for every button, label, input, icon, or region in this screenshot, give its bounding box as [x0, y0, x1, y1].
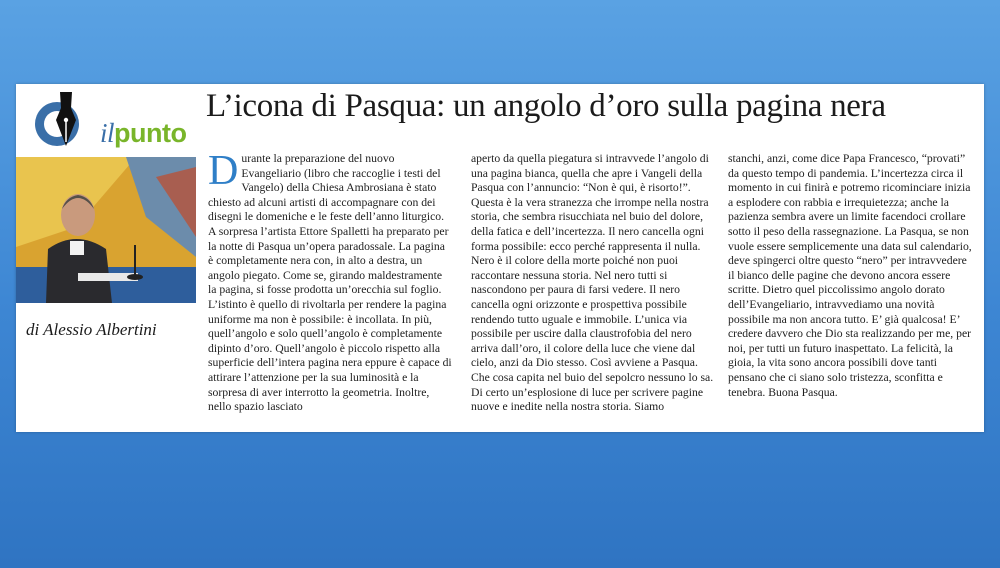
newspaper-clipping: [16, 84, 984, 432]
author-byline: di Alessio Albertini: [26, 320, 157, 339]
author-portrait: [16, 157, 196, 303]
il-punto-logo: [24, 90, 204, 150]
article-column-2: aperto da quella piegatura si intravvede l’angolo di una pagina bianca, quella che apre i Vangeli della Pasqua con l’annuncio: “Non è qui, è risorto!”. Questa è la vera stranezza che irrompe nella nostra storia, che sembra risucchiata nel buio del dolore, della fatica e dell’incertezza. Il nero cancella ogni forma possibile: ecco perché rappresenta il nulla. Nero è il colore della morte poiché non puoi raccontare nessuna storia. Nel nero tutti si nascondono per paura di farsi vedere. Il nero cancella ogni orizzonte e prospettiva possibile rendendo tutto uguale e immobile. L’unica via possibile per uscire dalla claustrofobia del nero arriva dall’oro, il colore della luce che viene dal cielo, anzi da Dio stesso. Così avviene a Pasqua. Che cosa capita nel buio del sepolcro nessuno lo sa. Di certo un’esplosione di luce per scrivere pagine nuove e inedite nella nostra storia. Siamo: [471, 152, 714, 414]
article-column-1: [208, 148, 452, 415]
headline: L’icona di Pasqua: un angolo d’oro sulla pagina nera: [206, 88, 886, 124]
logo-word-il: il: [100, 118, 115, 148]
fountain-pen-nib-icon: [24, 90, 102, 152]
logo-word-punto: punto: [114, 118, 187, 148]
logo-text: [100, 118, 186, 149]
article-column-3: stanchi, anzi, come dice Papa Francesco, “provati” da questo tempo di pandemia. L’incertezza circa il momento in cui finirà e potremo ricominciare inizia a esplodere con rabbia e irrequietezza; anche la pazienza sembra avere un limite facendoci crollare sotto il peso della rassegnazione. La Pasqua, se non vuole essere semplicemente una data sul calendario, deve spingerci oltre questo “nero” per intravvedere il bianco delle pagine che devono ancora essere scritte. Dietro quel piccolissimo angolo dorato dell’Evangeliario, intravvediamo una novità possibile ma non ancora tutto. E’ già qualcosa! E’ credere davvero che Dio sta realizzando per me, per noi, per tutti un futuro inaspettato. La felicità, la gioia, la vita sono ancora possibili dove tanti pensano che ci siano solo tristezza, sconfitta e tenebra. Buona Pasqua.: [728, 152, 972, 399]
dropcap: D: [208, 148, 239, 194]
column-1-text: urante la preparazione del nuovo Evangeliario (libro che raccoglie i testi del Vangelo) della Chiesa Ambrosiana è stato chiesto ad alcuni artisti di accompagnare con dei disegni le domeniche e le feste dell’anno liturgico. A sorpresa l’artista Ettore Spalletti ha preparato per la notte di Pasqua un’opera paradossale. La pagina è completamente nera con, in alto a destra, un angolo piegato. Come se, girando maldestramente la pagina, si fosse prodotta un’orecchia sul foglio. L’istinto è quello di rivoltarla per rendere la pagina uniforme ma non è possibile: è incollata. In più, quell’angolo e solo quell’angolo è completamente dipinto d’oro. Quell’angolo è piccolo rispetto alla superficie dell’intera pagina nera eppure è capace di attirare l’attenzione per la sua luminosità e la sorpresa di aver interrotto la geometria. Inoltre, nello spazio lasciato: [208, 152, 452, 414]
